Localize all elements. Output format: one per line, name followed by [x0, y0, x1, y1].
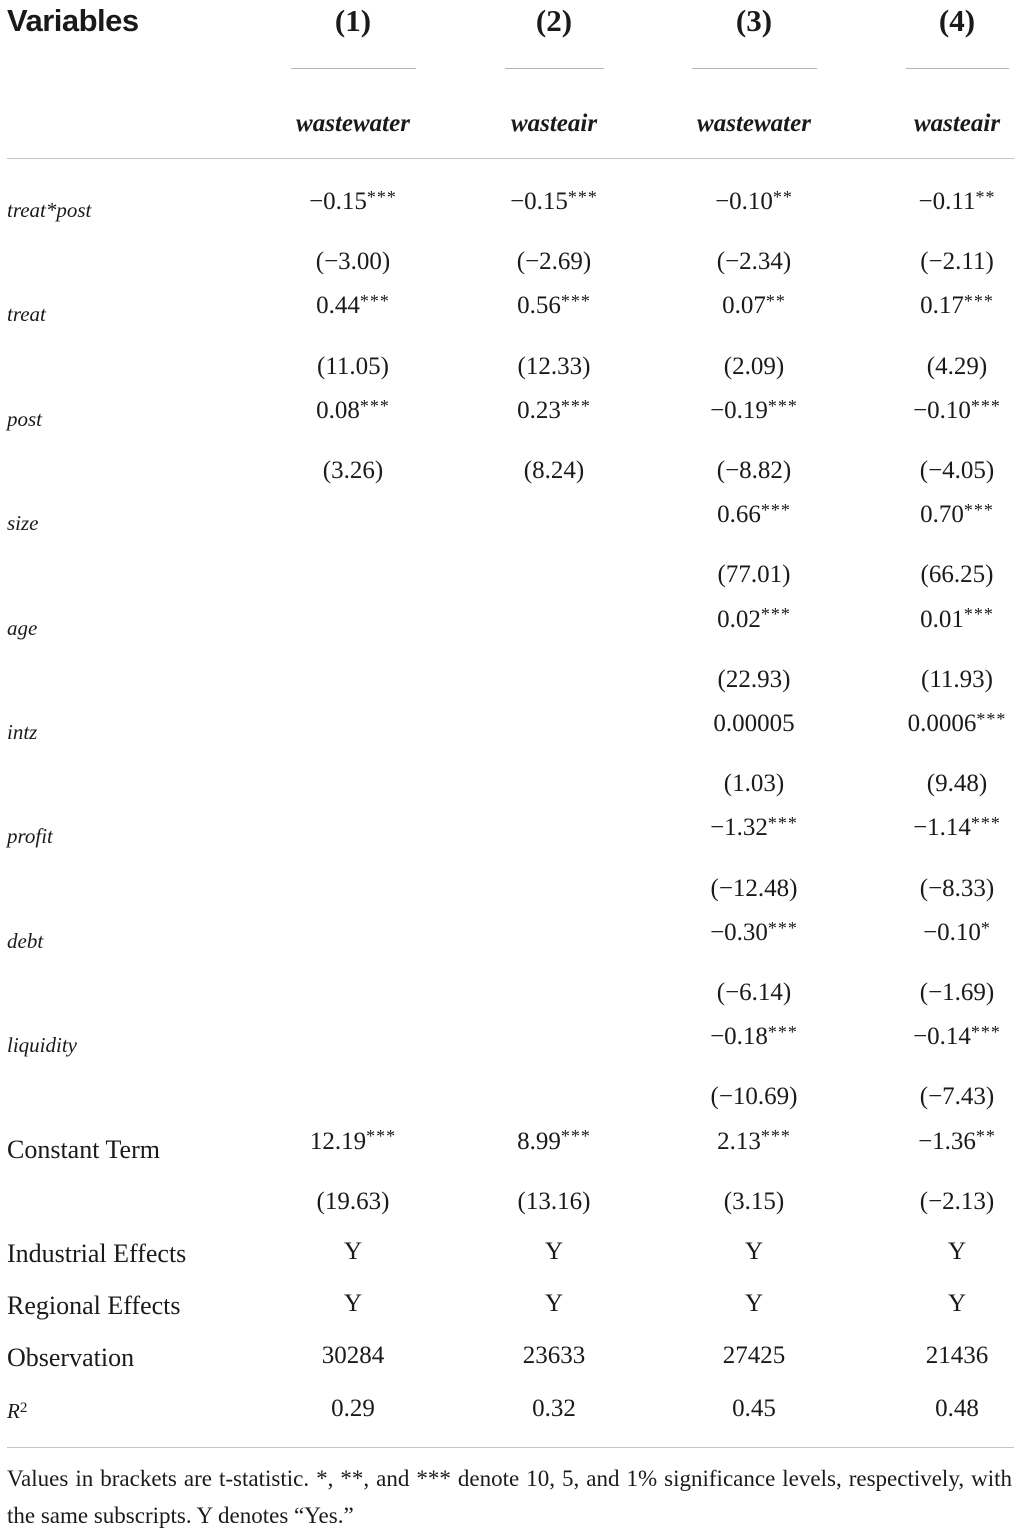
t-statistic-cell: (9.48): [926, 770, 988, 798]
summary-cell: 0.45: [732, 1394, 776, 1422]
coefficient-cell: 2.13***: [717, 1126, 791, 1155]
significance-stars: **: [765, 291, 786, 312]
variable-row: [0, 288, 1019, 340]
coefficient-cell: 0.17***: [920, 291, 994, 320]
row-label: treat: [7, 302, 46, 327]
t-statistic-cell: (−2.13): [919, 1187, 995, 1215]
row-label: debt: [7, 928, 44, 953]
t-statistic-cell: (−2.34): [716, 248, 792, 276]
coefficient-cell: −0.10**: [715, 186, 793, 215]
variable-row: [0, 602, 1019, 654]
coefficient-cell: 0.0006***: [907, 708, 1007, 737]
significance-stars: ***: [970, 813, 1001, 834]
summary-cell: Y: [744, 1290, 764, 1318]
significance-stars: ***: [760, 499, 791, 520]
significance-stars: ***: [366, 186, 397, 207]
variable-row: [0, 915, 1019, 967]
tstat-row: [0, 1176, 1019, 1228]
row-label: Constant Term: [7, 1134, 160, 1164]
variable-row: [0, 1019, 1019, 1071]
row-label: intz: [7, 720, 38, 744]
t-statistic-cell: (1.03): [723, 770, 785, 798]
header-rule: [7, 158, 1014, 159]
coefficient-cell: −0.18***: [710, 1021, 798, 1051]
t-statistic-cell: (22.93): [717, 665, 791, 693]
t-statistic-cell: (−2.11): [920, 248, 994, 276]
summary-row: [0, 1385, 1019, 1437]
dependent-variable: wasteair: [913, 110, 1001, 137]
summary-cell: 23633: [522, 1342, 586, 1370]
t-statistic-cell: (11.93): [921, 665, 993, 693]
significance-stars: ***: [560, 291, 591, 312]
significance-stars: ***: [963, 499, 994, 520]
significance-stars: ***: [976, 708, 1007, 729]
column-number: (2): [535, 3, 573, 38]
significance-stars: ***: [767, 1021, 798, 1042]
coefficient-cell: −0.10***: [913, 395, 1001, 424]
variables-header: Variables: [7, 3, 139, 38]
significance-stars: ***: [366, 1126, 397, 1147]
t-statistic-cell: (77.01): [717, 561, 791, 589]
summary-cell: 21436: [925, 1342, 989, 1370]
summary-cell: 0.48: [935, 1394, 979, 1422]
significance-stars: **: [975, 1126, 996, 1147]
t-statistic-cell: (−2.69): [516, 248, 592, 276]
row-label: Observation: [7, 1343, 135, 1373]
table-note: Values in brackets are t-statistic. *, **, and *** denote 10, 5, and 1% significance levels, respectively, with the same subscripts. Y denotes “Yes.”: [7, 1466, 1012, 1528]
summary-cell: 27425: [722, 1342, 786, 1370]
t-statistic-cell: (11.05): [317, 352, 389, 380]
coefficient-cell: 8.99***: [517, 1126, 591, 1155]
column-number: (3): [735, 3, 773, 38]
significance-stars: ***: [560, 1126, 591, 1147]
t-statistic-cell: (−6.14): [716, 979, 792, 1006]
dependent-variable: wastewater: [296, 110, 410, 137]
summary-cell: Y: [343, 1290, 363, 1318]
coefficient-cell: 0.23***: [517, 395, 591, 424]
row-label: Regional Effects: [7, 1291, 181, 1321]
significance-stars: ***: [359, 395, 390, 416]
coefficient-cell: −0.15***: [309, 186, 397, 215]
coefficient-cell: 0.70***: [920, 499, 994, 529]
summary-cell: 0.29: [331, 1394, 375, 1422]
coefficient-cell: 0.02***: [717, 604, 791, 633]
row-label: Industrial Effects: [7, 1239, 187, 1268]
summary-cell: Y: [744, 1238, 764, 1265]
dependent-variable: wastewater: [697, 110, 811, 137]
t-statistic-cell: (2.09): [723, 352, 785, 380]
significance-stars: ***: [963, 291, 994, 312]
t-statistic-cell: (19.63): [316, 1187, 390, 1215]
summary-cell: Y: [947, 1238, 967, 1265]
significance-stars: ***: [760, 1126, 791, 1147]
t-statistic-cell: (−10.69): [710, 1083, 798, 1111]
column-rule: [906, 68, 1009, 69]
column-rule: [692, 68, 817, 69]
t-statistic-cell: (12.33): [517, 352, 591, 380]
footer-rule: [7, 1447, 1014, 1448]
summary-row: [0, 1280, 1019, 1332]
constant-row: [0, 1124, 1019, 1176]
significance-stars: ***: [359, 291, 390, 312]
t-statistic-cell: (−8.82): [716, 457, 792, 484]
summary-cell: 0.32: [532, 1394, 576, 1422]
coefficient-cell: −1.32***: [710, 813, 798, 842]
row-label: age: [7, 615, 38, 640]
coefficient-cell: −1.14***: [913, 813, 1001, 842]
significance-stars: **: [975, 186, 996, 207]
summary-cell: Y: [544, 1238, 564, 1265]
significance-stars: ***: [567, 186, 598, 207]
significance-stars: ***: [963, 604, 994, 625]
row-label: $R^2$: [7, 1398, 29, 1423]
variable-row: [0, 706, 1019, 758]
coefficient-cell: 0.66***: [717, 499, 791, 529]
significance-stars: ***: [970, 1021, 1001, 1042]
column-rule: [291, 68, 416, 69]
dependent-variable: wasteair: [510, 110, 598, 137]
t-statistic-cell: (4.29): [926, 352, 988, 380]
row-label: treat*post: [7, 198, 92, 222]
significance-stars: ***: [560, 395, 591, 416]
coefficient-cell: 0.00005: [713, 710, 795, 737]
row-label: size: [7, 511, 39, 536]
coefficient-cell: 0.01***: [920, 604, 994, 633]
significance-stars: *: [980, 917, 991, 938]
r-squared-superscript: 2: [19, 1400, 29, 1417]
column-rule: [505, 68, 604, 69]
t-statistic-cell: (13.16): [517, 1187, 591, 1215]
summary-cell: Y: [947, 1290, 967, 1318]
row-label: profit: [7, 824, 53, 849]
significance-stars: ***: [767, 917, 798, 938]
row-label: post: [7, 406, 43, 431]
t-statistic-cell: (66.25): [920, 561, 994, 589]
coefficient-cell: 0.08***: [316, 395, 390, 424]
row-label: liquidity: [7, 1033, 77, 1058]
significance-stars: ***: [767, 813, 798, 834]
coefficient-cell: −0.19***: [710, 395, 798, 424]
t-statistic-cell: (−8.33): [919, 874, 995, 902]
column-number: (4): [938, 3, 976, 38]
t-statistic-cell: (−3.00): [315, 248, 391, 276]
coefficient-cell: −0.30***: [710, 917, 798, 946]
coefficient-cell: 0.44***: [316, 291, 390, 320]
coefficient-cell: 0.07**: [722, 291, 786, 320]
t-statistic-cell: (8.24): [523, 457, 585, 484]
significance-stars: **: [772, 186, 793, 207]
t-statistic-cell: (3.26): [322, 457, 384, 484]
coefficient-cell: −0.10*: [923, 917, 991, 946]
significance-stars: ***: [767, 395, 798, 416]
summary-cell: Y: [343, 1238, 363, 1265]
variable-row: [0, 393, 1019, 445]
coefficient-cell: −0.11**: [918, 186, 996, 215]
summary-cell: Y: [544, 1290, 564, 1318]
coefficient-cell: −0.14***: [913, 1021, 1001, 1051]
t-statistic-cell: (−12.48): [710, 874, 798, 902]
column-number: (1): [334, 3, 372, 38]
t-statistic-cell: (−7.43): [919, 1083, 995, 1111]
t-statistic-cell: (−4.05): [919, 457, 995, 484]
coefficient-cell: 12.19***: [309, 1126, 397, 1155]
variable-row: [0, 810, 1019, 862]
summary-cell: 30284: [321, 1342, 385, 1370]
variable-row: [0, 497, 1019, 549]
t-statistic-cell: (−1.69): [919, 979, 995, 1006]
significance-stars: ***: [760, 604, 791, 625]
t-statistic-cell: (3.15): [723, 1187, 785, 1215]
coefficient-cell: −0.15***: [510, 186, 598, 215]
significance-stars: ***: [970, 395, 1001, 416]
variable-row: [0, 184, 1019, 236]
coefficient-cell: −1.36**: [918, 1126, 996, 1155]
coefficient-cell: 0.56***: [517, 291, 591, 320]
summary-row: [0, 1228, 1019, 1280]
summary-row: [0, 1332, 1019, 1384]
